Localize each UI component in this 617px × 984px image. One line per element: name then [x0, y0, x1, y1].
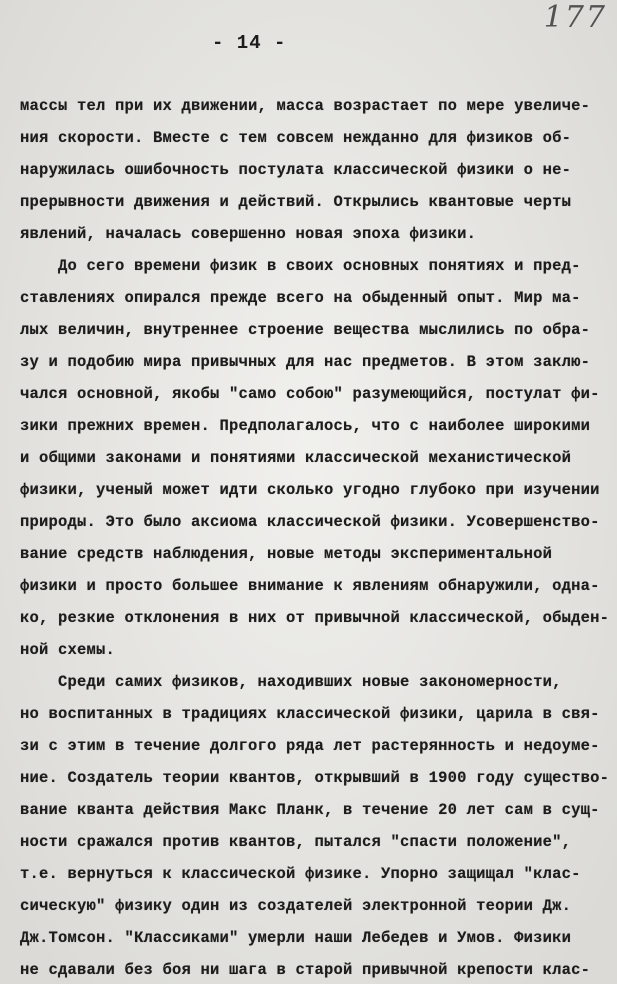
text-line: чался основной, якобы "само собою" разумеющийся, постулат фи-: [20, 385, 600, 403]
text-line: ние. Создатель теории квантов, открывший в 1900 году существо-: [20, 769, 610, 787]
text-line: т.е. вернуться к классической физике. Упорно защищал "клас-: [20, 865, 581, 883]
text-line: явлений, началась совершенно новая эпоха физики.: [20, 225, 477, 243]
text-line: Среди самих физиков, находивших новые закономерности,: [20, 673, 562, 691]
text-line: зу и подобию мира привычных для нас предметов. В этом заклю-: [20, 353, 591, 371]
text-line: До сего времени физик в своих основных понятиях и пред-: [20, 257, 581, 275]
text-line: но воспитанных в традициях классической физики, царила в свя-: [20, 705, 600, 723]
text-line: прерывности движения и действий. Открылись квантовые черты: [20, 193, 572, 211]
text-line: ко, резкие отклонения в них от привычной классической, обыден-: [20, 609, 610, 627]
text-line: зи с этим в течение долгого ряда лет растерянность и недоуме-: [20, 737, 600, 755]
text-line: вание средств наблюдения, новые методы экспериментальной: [20, 545, 553, 563]
text-line: лых величин, внутреннее строение вещества мыслились по обра-: [20, 321, 591, 339]
archive-page-mark: 177: [543, 0, 607, 35]
page-number: - 14 -: [212, 32, 287, 54]
text-line: ной схемы.: [20, 641, 116, 659]
text-line: ния скорости. Вместе с тем совсем нежданно для физиков об-: [20, 129, 572, 147]
text-line: физики, ученый может идти сколько угодно глубоко при изучении: [20, 481, 600, 499]
text-line: зики прежних времен. Предполагалось, что с наиболее широкими: [20, 417, 591, 435]
text-line: ставлениях опирался прежде всего на обыденный опыт. Мир ма-: [20, 289, 581, 307]
text-line: сическую" физику один из создателей электронной теории Дж.: [20, 897, 572, 915]
text-line: Дж.Томсон. "Классиками" умерли наши Лебедев и Умов. Физики: [20, 929, 572, 947]
text-line: массы тел при их движении, масса возрастает по мере увеличе-: [20, 97, 591, 115]
text-line: наружилась ошибочность постулата классической физики о не-: [20, 161, 572, 179]
text-line: и общими законами и понятиями классической механистической: [20, 449, 572, 467]
text-line: вание кванта действия Макс Планк, в течение 20 лет сам в сущ-: [20, 801, 600, 819]
text-line: природы. Это было аксиома классической физики. Усовершенство-: [20, 513, 600, 531]
text-line: не сдавали без боя ни шага в старой привычной крепости клас-: [20, 961, 591, 979]
text-line: ности сражался против квантов, пытался "спасти положение",: [20, 833, 572, 851]
text-line: физики и просто большее внимание к явлениям обнаружили, одна-: [20, 577, 600, 595]
